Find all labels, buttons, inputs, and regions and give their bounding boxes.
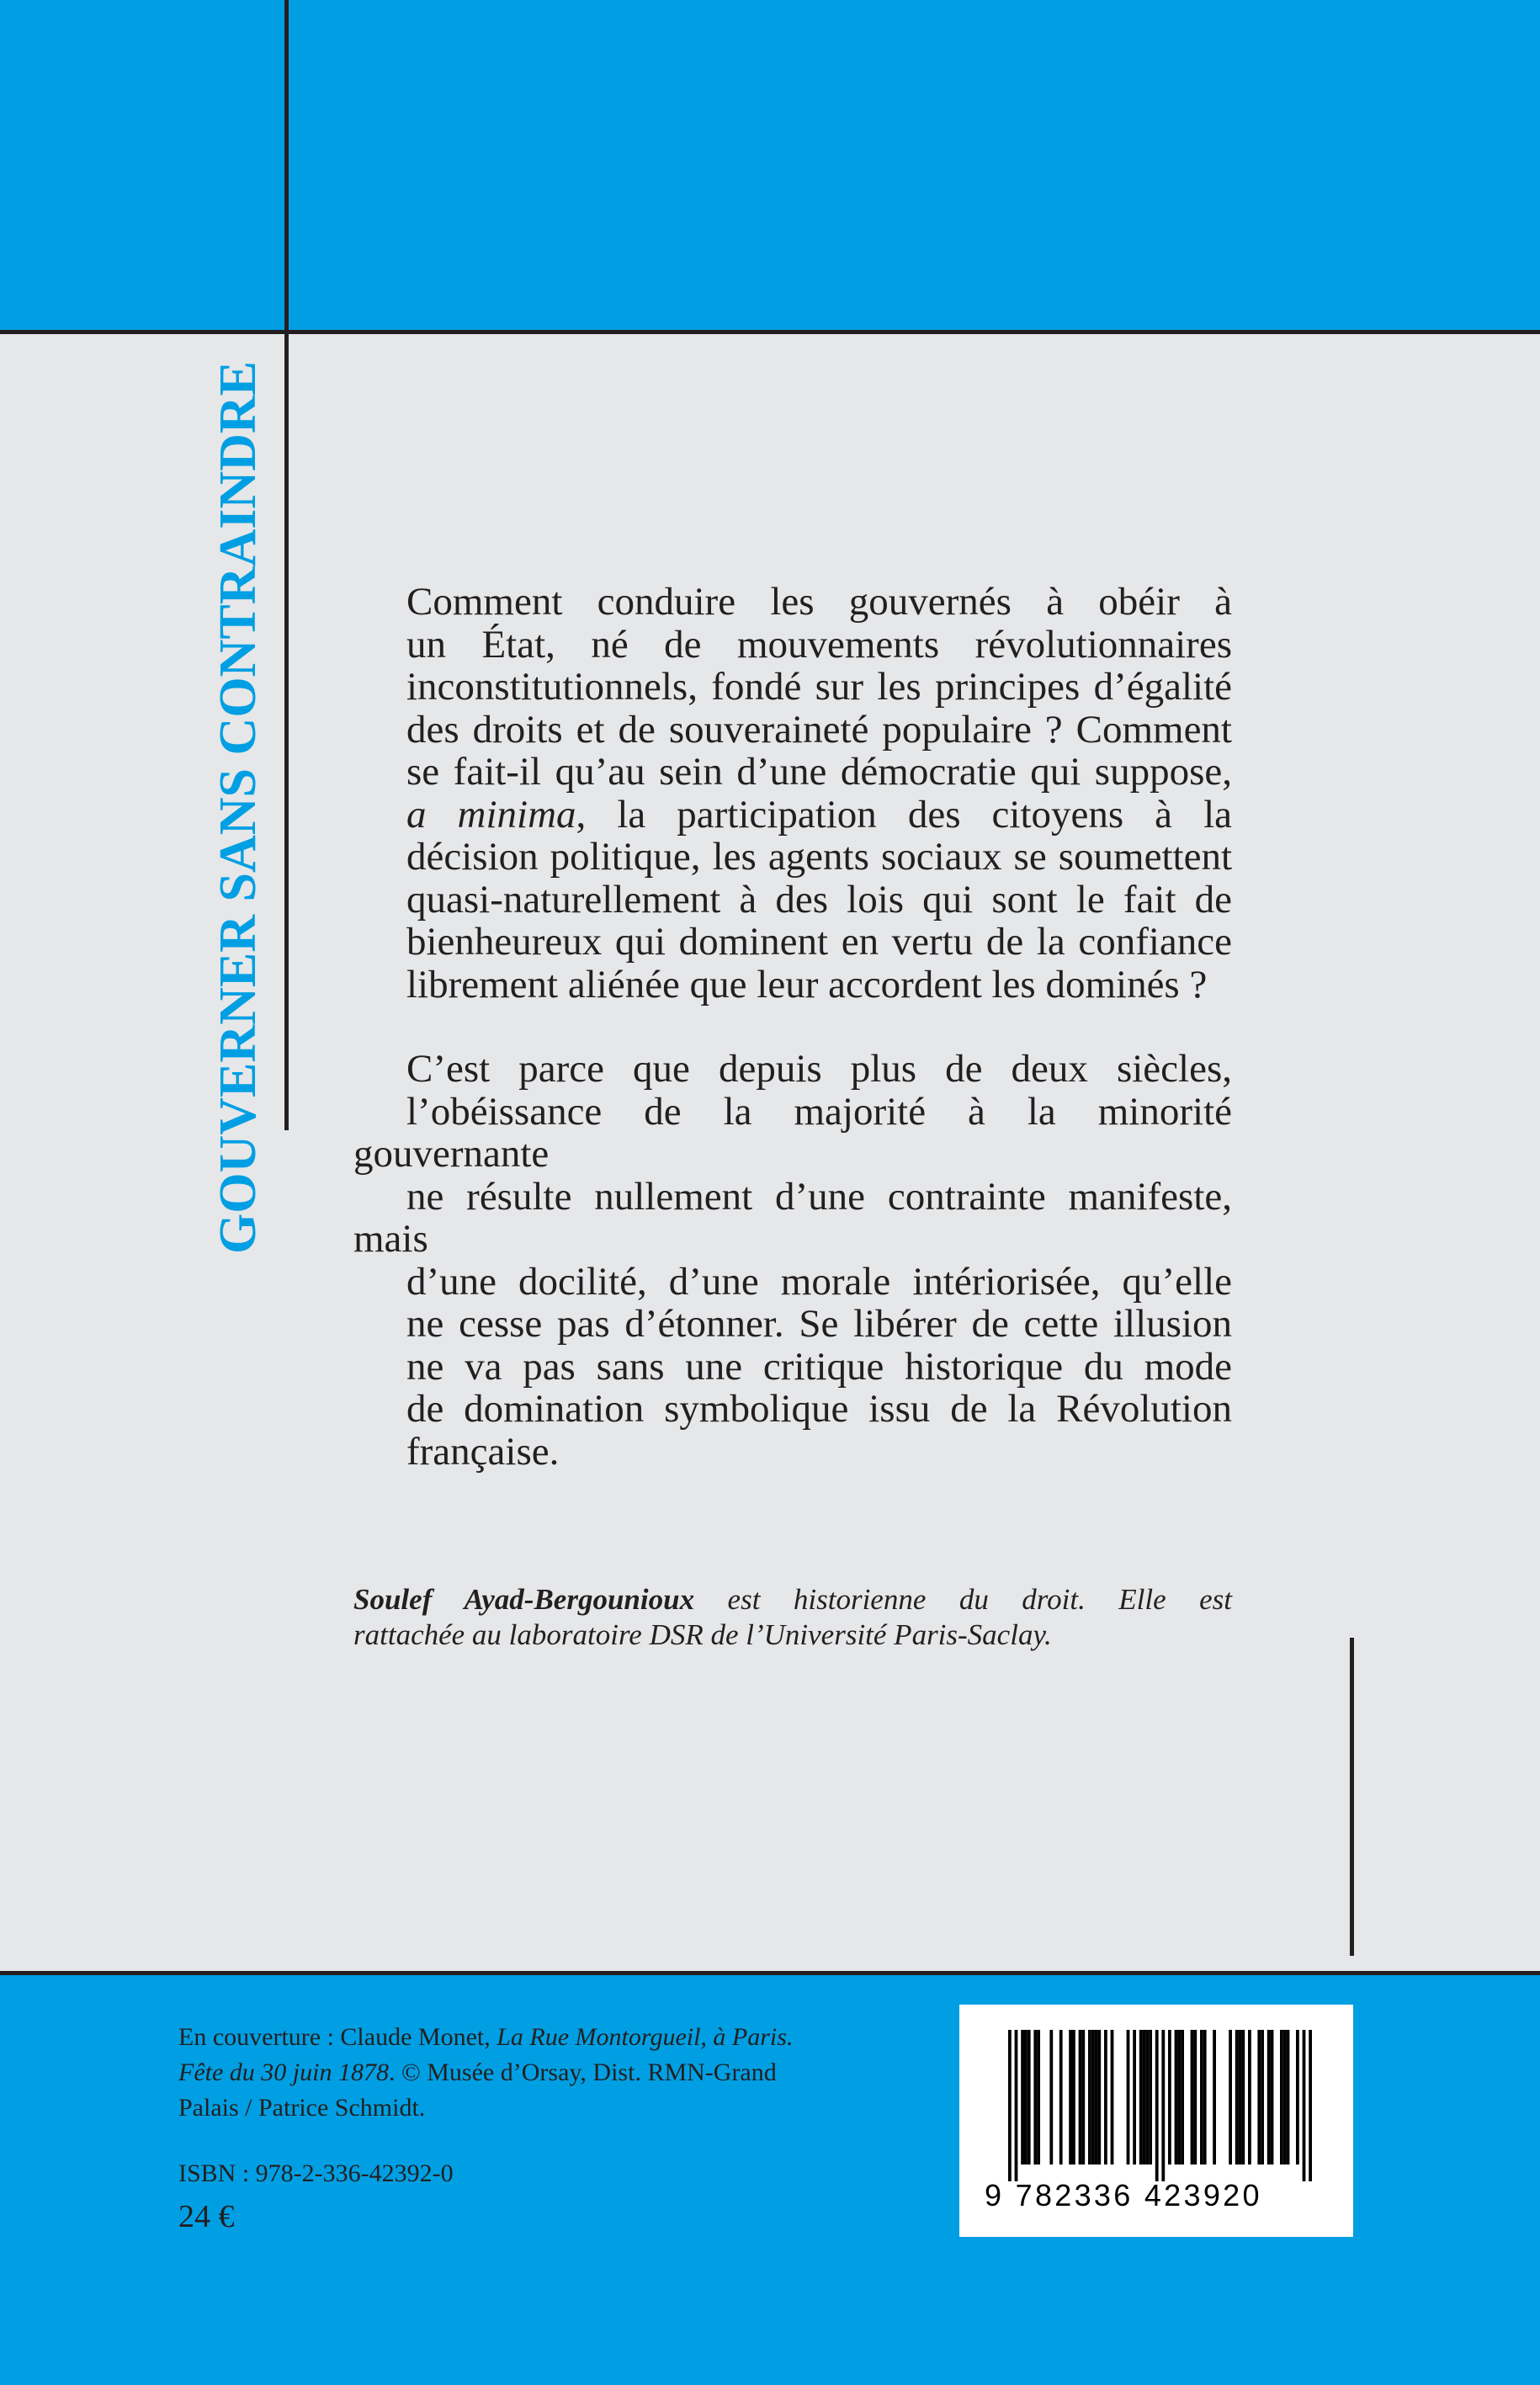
barcode-bar [1021, 2030, 1024, 2165]
barcode-bar [1133, 2030, 1136, 2165]
left-vertical-rule [284, 0, 289, 1130]
barcode-bar [1028, 2030, 1031, 2165]
blurb-line: inconstitutionnels, fondé sur les principes d’égalité [406, 665, 1232, 709]
barcode-bar [1193, 2030, 1197, 2165]
barcode-bar [1203, 2030, 1207, 2165]
blurb-line: d’une docilité, d’une morale intériorisée, qu’elle [406, 1259, 1232, 1304]
price: 24 € [178, 2199, 235, 2234]
barcode-bar [1104, 2030, 1107, 2165]
blurb-italic-term: a minima [406, 792, 576, 837]
barcode-digits: 9 782336 423920 [985, 2178, 1262, 2212]
blurb-line: Comment conduire les gouvernés à obéir à [406, 580, 1232, 624]
credits-artwork-title: La Rue Montorgueil, à Paris. [497, 2023, 794, 2051]
barcode-bar [1213, 2030, 1216, 2165]
blurb-line-rest: , la participation des citoyens à la [576, 792, 1233, 837]
barcode-bar [1049, 2030, 1053, 2165]
blurb-paragraph-2 [353, 1048, 1232, 1473]
barcode-bar [1088, 2030, 1091, 2165]
blurb-line: ne cesse pas d’étonner. Se libérer de cette illusion [406, 1302, 1232, 1346]
blurb-line: se fait-il qu’au sein d’une démocratie qui suppose, [406, 750, 1232, 794]
barcode-bar [1181, 2030, 1184, 2165]
blurb-line: C’est parce que depuis plus de deux siècles, [406, 1047, 1232, 1091]
barcode-bar [1072, 2030, 1075, 2165]
barcode-bar [1261, 2030, 1264, 2165]
barcode-bar [1059, 2030, 1063, 2165]
blurb-line: ne va pas sans une critique historique du mode [406, 1344, 1232, 1389]
credits-line-3: Palais / Patrice Schmidt. [178, 2094, 426, 2122]
barcode-bar [1200, 2030, 1203, 2165]
barcode-bar [1191, 2030, 1194, 2165]
barcode-bar [1296, 2030, 1299, 2165]
barcode-bar [1287, 2030, 1290, 2165]
blurb-line: librement aliénée que leur accordent les dominés ? [406, 962, 1208, 1007]
barcode-bar [1143, 2030, 1146, 2165]
barcode-bar [1271, 2030, 1274, 2165]
blurb-line: l’obéissance de la majorité à la minorité gouvernante [353, 1089, 1232, 1176]
blurb-line: des droits et de souveraineté populaire ? Comment [406, 707, 1232, 752]
barcode-bar [1095, 2030, 1098, 2165]
blurb-line: quasi-naturellement à des lois qui sont le fait de [406, 877, 1232, 922]
cover-credits [178, 2020, 852, 2126]
blurb-line: ne résulte nullement d’une contrainte manifeste, mais [353, 1174, 1232, 1261]
barcode-bar [1024, 2030, 1028, 2165]
barcode-bar [1111, 2030, 1114, 2165]
barcode-bar [1079, 2030, 1082, 2165]
barcode-bar [1267, 2030, 1271, 2165]
author-bio-line-1 [353, 1582, 1232, 1617]
top-divider-line [0, 330, 1540, 334]
barcode-bar [1241, 2030, 1245, 2165]
barcode-bar [1309, 2030, 1312, 2181]
spine-title: GOUVERNER SANS CONTRAINDRE [210, 360, 267, 1254]
barcode-bar [1033, 2030, 1037, 2165]
barcode-bar [1091, 2030, 1095, 2165]
barcode-bar [1175, 2030, 1178, 2165]
credits-prefix: En couverture : Claude Monet, [178, 2023, 497, 2051]
credits-line-2 [178, 2055, 852, 2090]
barcode-bar [1283, 2030, 1287, 2165]
author-bio-line-2: rattachée au laboratoire DSR de l’Université Paris-Saclay. [353, 1618, 1052, 1651]
blurb-line: de domination symbolique issu de la Révolution [406, 1387, 1232, 1431]
barcode-bar [1155, 2030, 1159, 2181]
barcode-bar [1168, 2030, 1171, 2165]
author-bio-text: est historienne du droit. Elle est [694, 1583, 1233, 1616]
blurb-line: un État, né de mouvements révolutionnaires [406, 622, 1232, 667]
back-cover-blurb [353, 581, 1232, 1473]
credits-holder: . © Musée d’Orsay, Dist. RMN-Grand [388, 2058, 777, 2086]
blurb-line-mixed [353, 794, 1232, 837]
barcode-bar [1149, 2030, 1152, 2165]
barcode-bar [1248, 2030, 1251, 2165]
barcode-bar [1008, 2030, 1012, 2181]
barcode-bar [1280, 2030, 1283, 2165]
blurb-line: française. [406, 1429, 560, 1474]
barcode-bar [1145, 2030, 1149, 2165]
blurb-line: bienheureux qui dominent en vertu de la confiance [406, 920, 1232, 964]
author-bio [353, 1582, 1232, 1653]
barcode-bars [985, 2030, 1330, 2181]
barcode-bar [1177, 2030, 1181, 2165]
barcode-bar [1037, 2030, 1040, 2165]
blurb-paragraph-1 [353, 581, 1232, 1006]
isbn: ISBN : 978-2-336-42392-0 [178, 2159, 454, 2187]
barcode-bar [1235, 2030, 1239, 2165]
barcode-bar [1257, 2030, 1261, 2165]
barcode-bar [1303, 2030, 1306, 2181]
right-vertical-rule [1350, 1638, 1354, 1956]
barcode-bar [1069, 2030, 1072, 2165]
barcode-bar [1015, 2030, 1018, 2181]
author-name: Soulef Ayad-Bergounioux [353, 1583, 695, 1616]
barcode-bar [1161, 2030, 1165, 2181]
top-color-band [0, 0, 1540, 330]
barcode-panel [959, 2005, 1353, 2237]
barcode-bar [1081, 2030, 1085, 2165]
blurb-line: décision politique, les agents sociaux se soumettent [406, 835, 1232, 879]
barcode-bar [1097, 2030, 1101, 2165]
barcode-bar [1139, 2030, 1143, 2165]
credits-line-1 [178, 2020, 852, 2055]
barcode-bar [1239, 2030, 1242, 2165]
credits-artwork-date: Fête du 30 juin 1878 [178, 2058, 389, 2086]
barcode-bar [1229, 2030, 1232, 2165]
barcode-bar [1127, 2030, 1130, 2165]
